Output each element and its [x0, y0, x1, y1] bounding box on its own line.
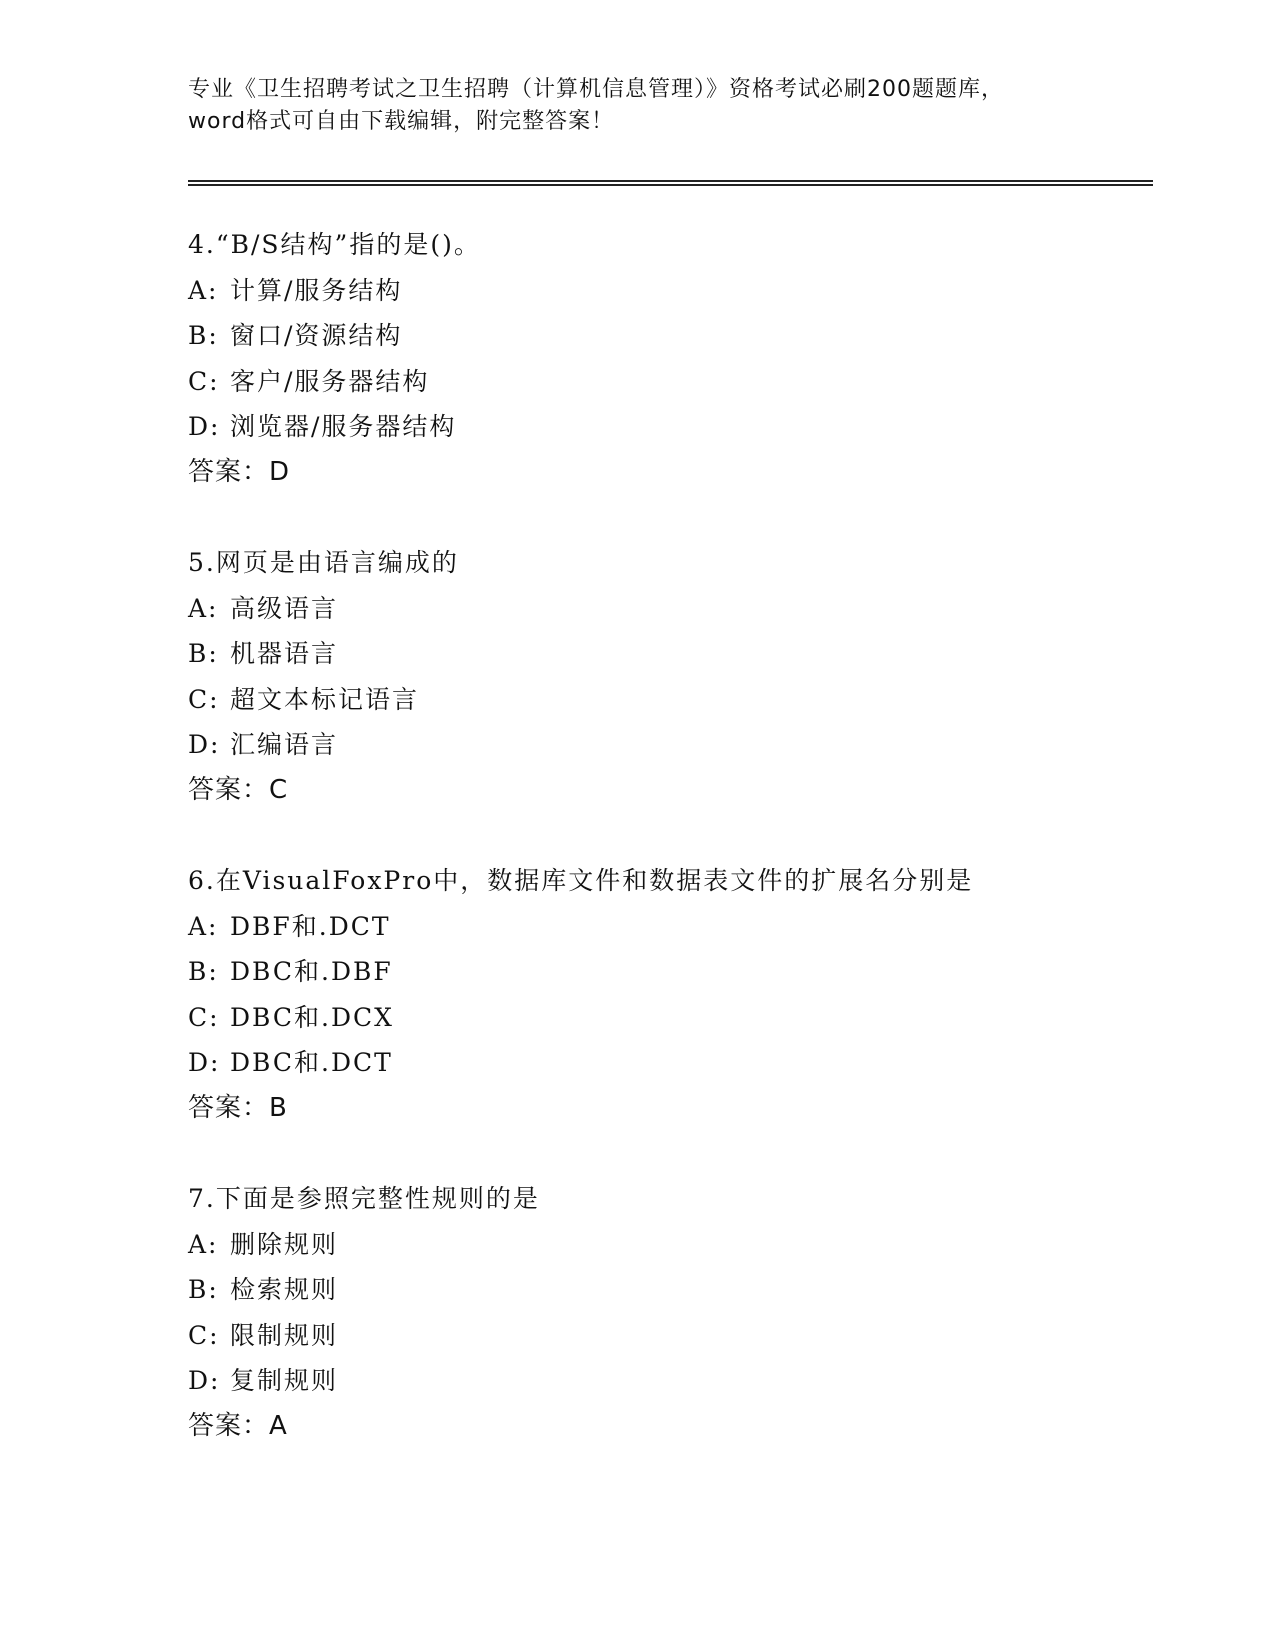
option-key: B:	[188, 639, 219, 668]
option-a	[188, 904, 1088, 950]
question-7	[188, 1176, 1088, 1449]
answer-line: 答案：C	[188, 774, 289, 805]
option-text: 复制规则	[230, 1366, 339, 1395]
option-key: A:	[188, 911, 219, 941]
option-key: A:	[188, 593, 219, 623]
answer-line: 答案：D	[188, 456, 291, 487]
option-a	[188, 586, 1088, 632]
option-key: B:	[188, 1275, 219, 1304]
option-c	[188, 995, 1088, 1041]
option-text: 浏览器/服务器结构	[230, 412, 457, 441]
question-4	[188, 222, 1088, 495]
question-5	[188, 540, 1088, 813]
option-key: D:	[188, 1366, 221, 1395]
option-text: 计算/服务结构	[230, 275, 403, 305]
option-b	[188, 949, 1088, 995]
option-text: DBC和.DBF	[230, 957, 393, 986]
question-6	[188, 858, 1088, 1131]
option-text: DBF和.DCT	[230, 911, 391, 941]
option-key: B:	[188, 957, 219, 986]
option-c	[188, 677, 1088, 723]
question-stem: 5.网页是由语言编成的	[188, 548, 459, 577]
option-b	[188, 1267, 1088, 1313]
option-d	[188, 1358, 1088, 1404]
option-key: B:	[188, 321, 219, 350]
option-text: 超文本标记语言	[230, 684, 420, 714]
option-text: DBC和.DCT	[230, 1048, 393, 1077]
option-key: C:	[188, 1002, 220, 1032]
option-key: A:	[188, 1229, 219, 1259]
option-d	[188, 1040, 1088, 1086]
option-a	[188, 268, 1088, 314]
question-stem: 4.“B/S结构”指的是()。	[188, 230, 481, 259]
option-key: C:	[188, 366, 220, 396]
option-key: D:	[188, 730, 221, 759]
question-stem: 7.下面是参照完整性规则的是	[188, 1184, 540, 1213]
header-line-1: 专业《卫生招聘考试之卫生招聘（计算机信息管理）》资格考试必刷200题题库，	[188, 77, 1004, 102]
option-key: D:	[188, 1048, 221, 1077]
option-c	[188, 1313, 1088, 1359]
answer-line: 答案：A	[188, 1410, 288, 1441]
option-text: 删除规则	[230, 1229, 339, 1259]
question-stem: 6.在VisualFoxPro中，数据库文件和数据表文件的扩展名分别是	[188, 866, 974, 895]
option-text: 机器语言	[230, 639, 339, 668]
document-header	[188, 74, 1088, 138]
option-key: C:	[188, 1320, 220, 1350]
option-d	[188, 404, 1088, 450]
header-divider	[188, 180, 1153, 186]
option-text: 限制规则	[230, 1320, 339, 1350]
option-text: 客户/服务器结构	[230, 366, 430, 396]
header-line-2: word格式可自由下载编辑，附完整答案！	[188, 109, 615, 134]
option-text: 汇编语言	[230, 730, 339, 759]
option-key: A:	[188, 275, 219, 305]
option-key: D:	[188, 412, 221, 441]
option-key: C:	[188, 684, 220, 714]
option-d	[188, 722, 1088, 768]
option-text: 检索规则	[230, 1275, 339, 1304]
option-text: 高级语言	[230, 593, 339, 623]
option-text: DBC和.DCX	[230, 1002, 394, 1032]
option-c	[188, 359, 1088, 405]
option-b	[188, 631, 1088, 677]
option-b	[188, 313, 1088, 359]
answer-line: 答案：B	[188, 1092, 288, 1123]
option-a	[188, 1222, 1088, 1268]
option-text: 窗口/资源结构	[230, 321, 403, 350]
